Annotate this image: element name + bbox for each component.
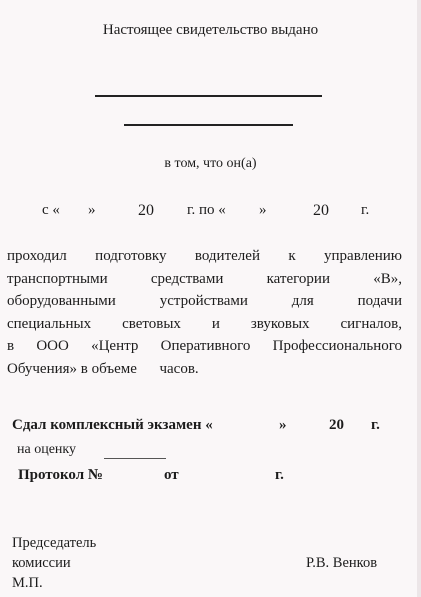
exam-year: 20 xyxy=(329,417,344,433)
word: средствами xyxy=(150,270,224,287)
date-from-open: с « xyxy=(42,202,60,218)
word: звуковых xyxy=(250,315,310,332)
training-description xyxy=(7,245,402,380)
description-line-3 xyxy=(7,290,402,313)
word: специальных xyxy=(7,315,92,332)
word: транспортными xyxy=(7,270,108,287)
in-that-label: в том, что он(а) xyxy=(164,156,257,171)
word: Профессионального xyxy=(272,338,402,354)
description-line-1 xyxy=(7,245,402,268)
exam-date-close: » xyxy=(279,417,287,433)
word: устройствами xyxy=(159,293,248,309)
word: для xyxy=(291,293,314,309)
word: к xyxy=(288,248,296,264)
recipient-name-line-1 xyxy=(95,95,322,97)
date-to-year: 20 xyxy=(313,202,329,219)
description-line-4 xyxy=(7,313,402,336)
word: и xyxy=(211,315,220,332)
date-to-open: г. по « xyxy=(187,202,226,218)
chairman-name: Р.В. Венков xyxy=(306,555,378,571)
word: Оперативного xyxy=(160,338,251,354)
stamp-place-label: М.П. xyxy=(12,575,43,591)
exam-year-suffix: г. xyxy=(371,417,380,433)
date-from-year: 20 xyxy=(138,202,154,219)
protocol-label: Протокол № xyxy=(18,467,103,483)
word: «В», xyxy=(373,270,402,287)
chairman-role-line-1: Председатель xyxy=(12,535,97,551)
word: управлению xyxy=(324,248,402,264)
word: ООО xyxy=(36,338,69,354)
word: водителей xyxy=(194,248,260,264)
word: подачи xyxy=(357,293,402,309)
protocol-year-suffix: г. xyxy=(275,467,284,483)
word: проходил xyxy=(7,248,67,264)
description-line-5 xyxy=(7,335,402,358)
date-from-close: » xyxy=(88,202,96,218)
description-line-6: Обучения» в объеме часов. xyxy=(7,360,199,377)
date-to-year-suffix: г. xyxy=(361,202,370,218)
protocol-from-label: от xyxy=(164,467,179,483)
date-to-close: » xyxy=(259,202,267,218)
word: сигналов, xyxy=(340,315,402,332)
exam-label: Сдал комплексный экзамен « xyxy=(12,417,213,433)
grade-blank-line xyxy=(104,458,166,459)
word: световых xyxy=(122,315,181,332)
recipient-name-line-2 xyxy=(124,124,293,126)
certificate-title: Настоящее свидетельство выдано xyxy=(102,22,319,38)
word: в xyxy=(7,338,15,354)
word: «Центр xyxy=(91,338,139,354)
description-line-2 xyxy=(7,268,402,291)
grade-label: на оценку xyxy=(17,442,77,457)
word: оборудованными xyxy=(7,293,116,309)
chairman-role-line-2: комиссии xyxy=(12,555,71,571)
word: подготовку xyxy=(95,248,167,264)
word: категории xyxy=(266,270,330,287)
